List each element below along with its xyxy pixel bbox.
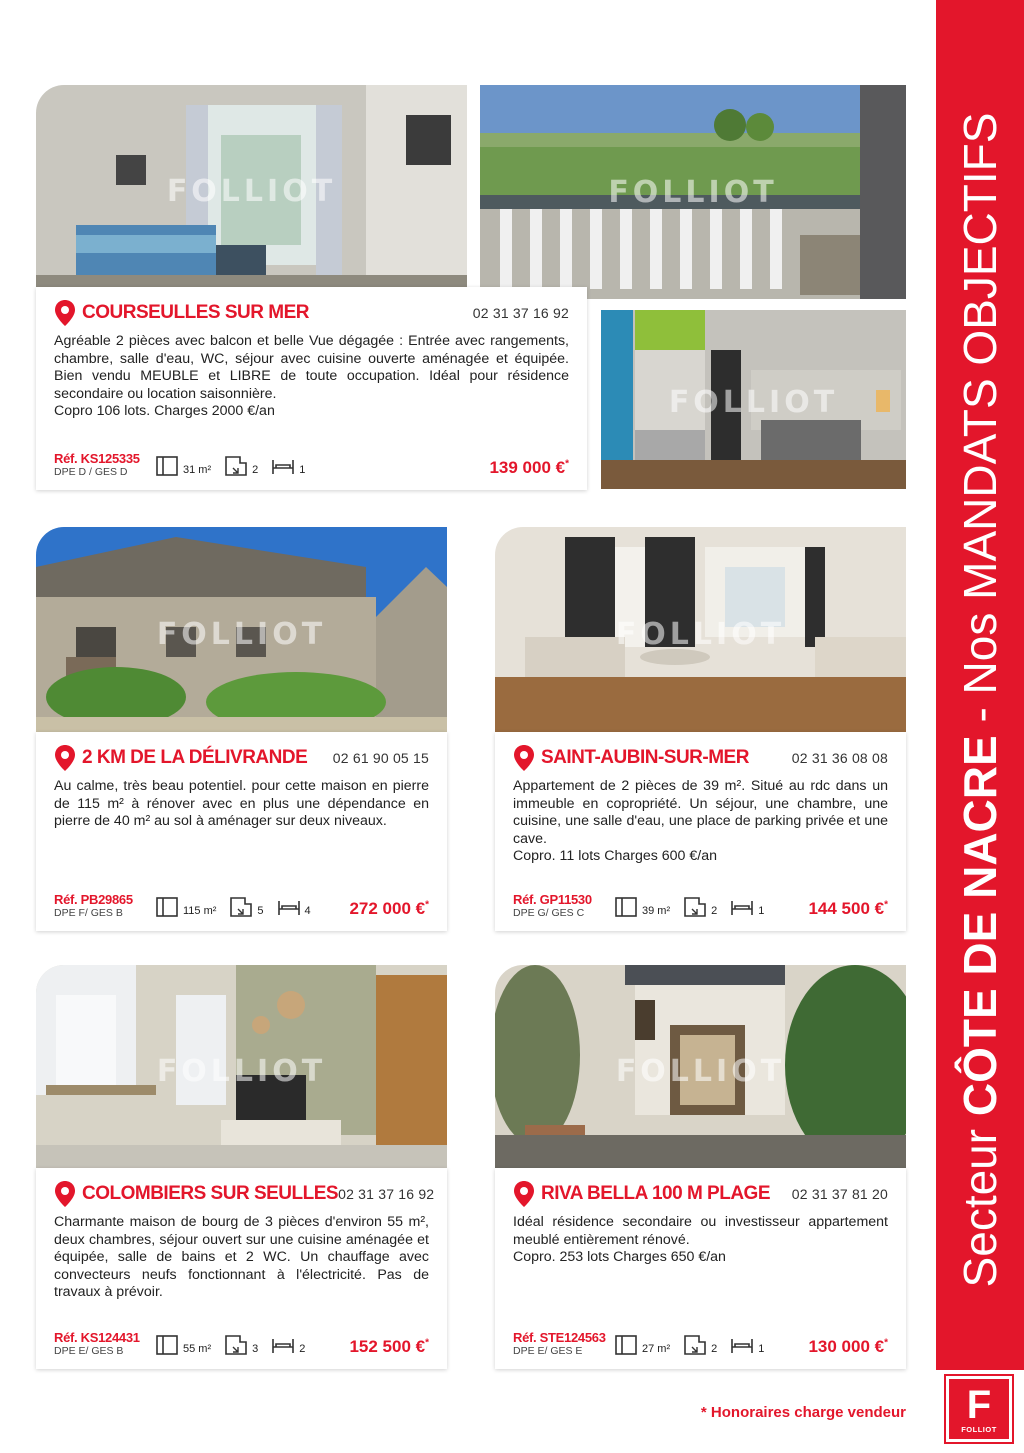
surface-icon [154, 1333, 180, 1357]
location-pin-icon [54, 1181, 76, 1207]
listing-description: Au calme, très beau potentiel. pour cette maison en pierre de 115 m² à rénover avec en plus une dépendance en pierre de 40 m² au sol à aménager sur deux niveaux. [54, 778, 429, 830]
listing-phone[interactable]: 02 31 37 16 92 [472, 305, 569, 321]
folliot-watermark: FOLLIOT [156, 617, 327, 653]
bed-icon [270, 1333, 296, 1357]
listing-phone[interactable]: 02 61 90 05 15 [332, 750, 429, 766]
listing-price: 272 000 €* [349, 899, 429, 918]
listing-phone[interactable]: 02 31 37 81 20 [791, 1186, 888, 1202]
sector-sidebar [936, 0, 1024, 1370]
listing-card-delivrande[interactable] [36, 732, 447, 931]
listing-reference: Réf. KS124431 [54, 1330, 140, 1345]
listing-rooms: 5 [257, 905, 264, 917]
surface-icon [613, 895, 639, 919]
listing-surface: 55 m² [183, 1343, 212, 1355]
listing-description: Idéal résidence secondaire ou investisseur appartement meublé entièrement rénové. Copro. 253 lots Charges 650 €/an [513, 1214, 888, 1266]
listing-photo-terrace[interactable] [495, 965, 906, 1178]
listing-photo-dining-room[interactable] [36, 965, 447, 1178]
listing-price: 139 000 €* [489, 458, 569, 477]
surface-icon [613, 1333, 639, 1357]
listing-photo-stone-house[interactable] [36, 527, 447, 742]
listing-card-colombiers[interactable] [36, 1168, 447, 1369]
listing-photo-living-room[interactable] [495, 527, 906, 742]
logo-letter: F [966, 1382, 992, 1427]
folliot-watermark: FOLLIOT [608, 174, 778, 210]
listing-card-riva-bella[interactable] [495, 1168, 906, 1369]
listing-dpe: DPE F/ GES B [54, 907, 123, 919]
listing-card-saint-aubin[interactable] [495, 732, 906, 931]
listing-photo-interior[interactable] [36, 85, 467, 297]
location-pin-icon [54, 300, 76, 326]
listing-price: 130 000 €* [808, 1337, 888, 1356]
folliot-watermark: FOLLIOT [615, 617, 786, 653]
folliot-watermark: FOLLIOT [156, 1054, 327, 1090]
listing-phone[interactable]: 02 31 36 08 08 [791, 750, 888, 766]
location-pin-icon [513, 745, 535, 771]
listing-dpe: DPE E/ GES E [513, 1345, 583, 1357]
listing-surface: 31 m² [183, 464, 212, 476]
listing-reference: Réf. KS125335 [54, 451, 140, 466]
rooms-icon [682, 895, 708, 919]
listing-price: 152 500 €* [349, 1337, 429, 1356]
listing-photo-kitchen[interactable] [601, 310, 906, 489]
sector-title: Secteur CÔTE DE NACRE - Nos MANDATS OBJECTIFS [954, 112, 1006, 1288]
listing-surface: 39 m² [642, 905, 671, 917]
rooms-icon [228, 895, 254, 919]
listing-description: Appartement de 2 pièces de 39 m². Situé au rdc dans un immeuble en copropriété. Un séjour, une chambre, une cuisine, une salle d'eau, une place de parking privée et une cave. Copro. 11 lots Charges 600 €/an [513, 778, 888, 865]
listing-photo-balcony-view[interactable] [480, 85, 906, 299]
bed-icon [276, 895, 302, 919]
listing-bedrooms: 1 [758, 1343, 765, 1355]
location-pin-icon [513, 1181, 535, 1207]
listing-surface: 115 m² [183, 905, 217, 917]
bed-icon [729, 1333, 755, 1357]
listing-bedrooms: 2 [299, 1343, 306, 1355]
logo-name: FOLLIOT [961, 1424, 997, 1434]
listing-reference: Réf. STE124563 [513, 1330, 606, 1345]
listing-price: 144 500 €* [808, 899, 888, 918]
listing-dpe: DPE D / GES D [54, 466, 128, 478]
listing-phone[interactable]: 02 31 37 16 92 [338, 1186, 435, 1202]
rooms-icon [223, 454, 249, 478]
rooms-icon [682, 1333, 708, 1357]
listing-city: RIVA BELLA 100 M PLAGE [541, 1183, 770, 1204]
listing-rooms: 2 [252, 464, 259, 476]
surface-icon [154, 454, 180, 478]
listing-bedrooms: 1 [299, 464, 306, 476]
listing-reference: Réf. PB29865 [54, 892, 133, 907]
listing-city: COLOMBIERS SUR SEULLES [82, 1183, 339, 1204]
surface-icon [154, 895, 180, 919]
listing-description: Agréable 2 pièces avec balcon et belle Vue dégagée : Entrée avec rangements, chambre, salle d'eau, WC, séjour avec cuisine ouverte aménagée et équipée. Bien vendu MEUBLE et LIBRE de toute occupation. Idéal pour résidence secondaire ou location saisonnière. Copro 106 lots. Charges 2000 €/an [54, 333, 569, 420]
folliot-watermark: FOLLIOT [166, 174, 337, 210]
listing-rooms: 2 [711, 1343, 718, 1355]
listing-city: SAINT-AUBIN-SUR-MER [541, 747, 749, 768]
listing-city: COURSEULLES SUR MER [82, 302, 309, 323]
listing-surface: 27 m² [642, 1343, 671, 1355]
listing-card-courseulles[interactable] [36, 287, 587, 490]
location-pin-icon [54, 745, 76, 771]
bed-icon [270, 454, 296, 478]
folliot-watermark: FOLLIOT [615, 1054, 786, 1090]
listing-rooms: 2 [711, 905, 718, 917]
listing-reference: Réf. GP11530 [513, 892, 592, 907]
fees-footnote: * Honoraires charge vendeur [700, 1404, 906, 1421]
listing-bedrooms: 1 [758, 905, 765, 917]
listing-description: Charmante maison de bourg de 3 pièces d'environ 55 m², deux chambres, séjour ouvert sur une cuisine aménagée et équipée, salle de bains et 2 WC. Un chauffage avec convecteurs neufs fonctionnant à l'électricité. Pas de travaux à prévoir. [54, 1214, 429, 1301]
folliot-logo[interactable] [946, 1376, 1012, 1442]
listing-bedrooms: 4 [304, 905, 311, 917]
listing-city: 2 KM DE LA DÉLIVRANDE [82, 747, 308, 768]
listing-rooms: 3 [252, 1343, 259, 1355]
listing-dpe: DPE E/ GES B [54, 1345, 124, 1357]
listing-dpe: DPE G/ GES C [513, 907, 585, 919]
folliot-watermark: FOLLIOT [668, 385, 839, 421]
rooms-icon [223, 1333, 249, 1357]
bed-icon [729, 895, 755, 919]
